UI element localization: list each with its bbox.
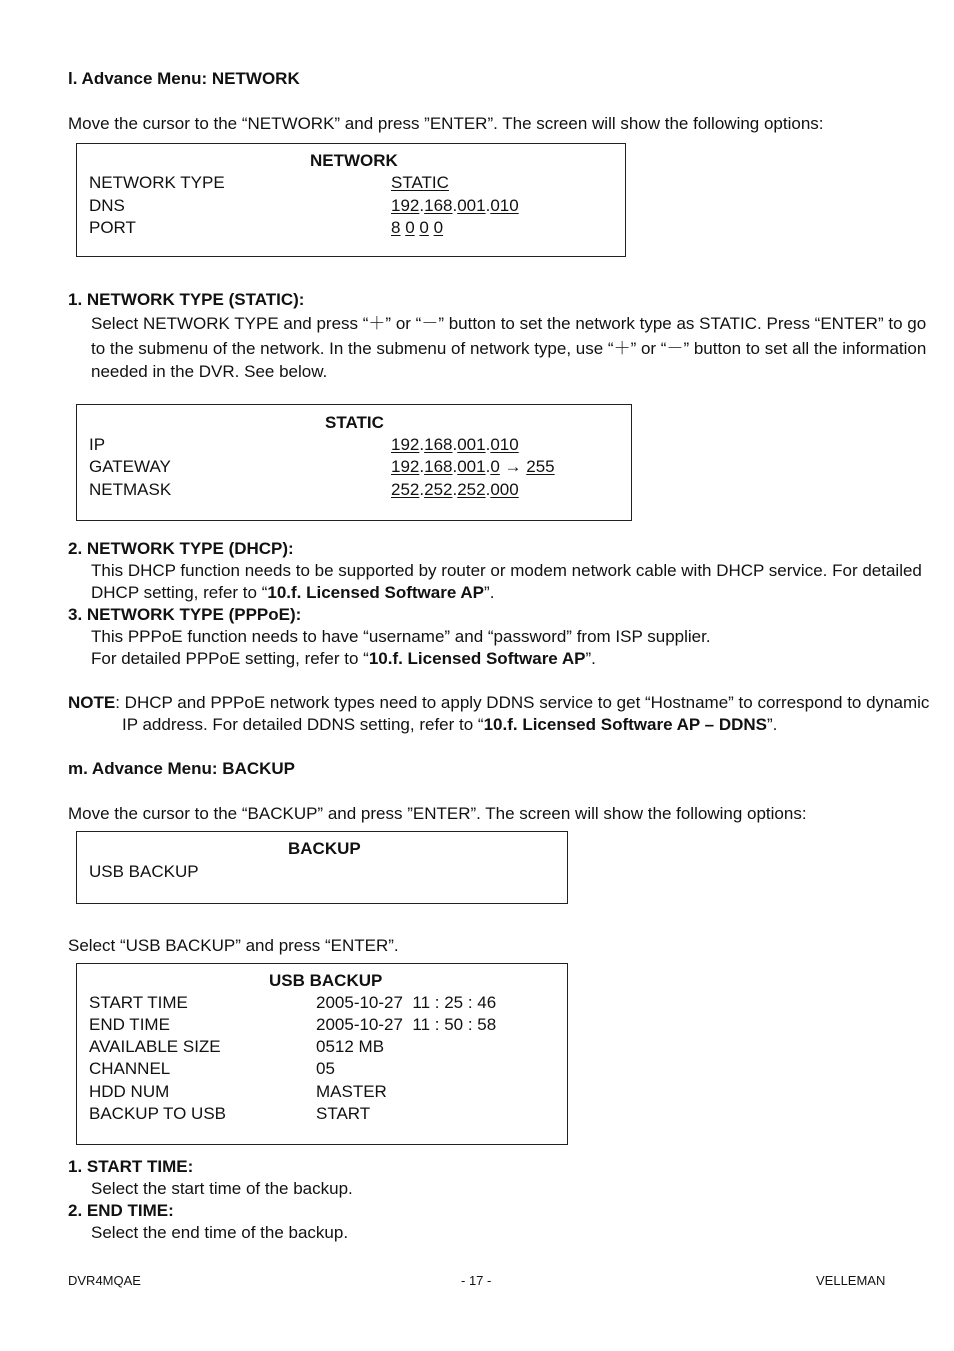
section-intro-network: Move the cursor to the “NETWORK” and press ”ENTER”. The screen will show the following options: <box>68 114 824 133</box>
available-size-value: 0512 MB <box>316 1037 385 1056</box>
network-menu-box <box>76 143 626 257</box>
item-network-type-dhcp-heading: 2. NETWORK TYPE (DHCP): <box>68 539 294 558</box>
section-heading-backup: m. Advance Menu: BACKUP <box>68 759 296 778</box>
note-line1: NOTE: DHCP and PPPoE network types need to apply DDNS service to get “Hostname” to correspond to dynamic <box>68 693 930 712</box>
network-menu-title: NETWORK <box>310 151 398 170</box>
item-start-time-text: Select the start time of the backup. <box>91 1179 353 1198</box>
start-time-label: START TIME <box>89 993 188 1012</box>
item-static-line2: to the submenu of the network. In the submenu of network type, use “＋” or “－” button to set all the information <box>91 339 927 358</box>
ip-value: 192.168.001.010 <box>391 435 519 454</box>
item-end-time-text: Select the end time of the backup. <box>91 1223 349 1242</box>
footer-model: DVR4MQAE <box>68 1273 141 1288</box>
end-time-label: END TIME <box>89 1015 170 1034</box>
channel-label: CHANNEL <box>89 1059 171 1078</box>
ip-label: IP <box>89 435 106 454</box>
hdd-num-label: HDD NUM <box>89 1082 170 1101</box>
usb-backup-menu-title: USB BACKUP <box>269 971 383 990</box>
item-pppoe-line2: For detailed PPPoE setting, refer to “10.f. Licensed Software AP”. <box>91 649 596 668</box>
item-network-type-pppoe-heading: 3. NETWORK TYPE (PPPoE): <box>68 605 302 624</box>
note-line2: IP address. For detailed DDNS setting, refer to “10.f. Licensed Software AP – DDNS”. <box>122 715 778 734</box>
static-menu-box <box>76 404 632 521</box>
hdd-num-value: MASTER <box>316 1082 387 1101</box>
usb-backup-label: USB BACKUP <box>89 862 199 881</box>
backup-to-usb-value: START <box>316 1104 371 1123</box>
footer-page-number: - 17 - <box>461 1273 492 1288</box>
static-menu-title: STATIC <box>325 413 384 432</box>
section-heading-network: l. Advance Menu: NETWORK <box>68 69 300 88</box>
port-value: 8 0 0 0 <box>391 218 444 237</box>
item-network-type-static-heading: 1. NETWORK TYPE (STATIC): <box>68 290 305 309</box>
item-static-line3: needed in the DVR. See below. <box>91 362 328 381</box>
end-time-value: 2005-10-27 11 : 50 : 58 <box>316 1015 497 1034</box>
section-intro-backup: Move the cursor to the “BACKUP” and press ”ENTER”. The screen will show the following options: <box>68 804 807 823</box>
item-end-time-heading: 2. END TIME: <box>68 1201 174 1220</box>
dns-label: DNS <box>89 196 125 215</box>
network-type-value: STATIC <box>391 173 449 192</box>
backup-to-usb-label: BACKUP TO USB <box>89 1104 226 1123</box>
backup-menu-box <box>76 831 568 904</box>
item-start-time-heading: 1. START TIME: <box>68 1157 194 1176</box>
item-pppoe-line1: This PPPoE function needs to have “username” and “password” from ISP supplier. <box>91 627 711 646</box>
footer-brand: VELLEMAN <box>816 1273 886 1288</box>
port-label: PORT <box>89 218 136 237</box>
item-dhcp-line1: This DHCP function needs to be supported by router or modem network cable with DHCP service. For detailed <box>91 561 922 580</box>
gateway-label: GATEWAY <box>89 457 171 476</box>
usb-backup-menu-box <box>76 963 568 1145</box>
network-type-label: NETWORK TYPE <box>89 173 225 192</box>
channel-value: 05 <box>316 1059 335 1078</box>
item-dhcp-line2: DHCP setting, refer to “10.f. Licensed Software AP”. <box>91 583 495 602</box>
start-time-value: 2005-10-27 11 : 25 : 46 <box>316 993 497 1012</box>
dns-value: 192.168.001.010 <box>391 196 519 215</box>
backup-menu-title: BACKUP <box>288 839 361 858</box>
item-static-line1: Select NETWORK TYPE and press “＋” or “－” button to set the network type as STATIC. Press “ENTER” to go <box>91 314 927 333</box>
select-usb-backup-text: Select “USB BACKUP” and press “ENTER”. <box>68 936 399 955</box>
available-size-label: AVAILABLE SIZE <box>89 1037 221 1056</box>
gateway-value: 192.168.001.0 → 255 <box>391 457 555 476</box>
netmask-value: 252.252.252.000 <box>391 480 519 499</box>
netmask-label: NETMASK <box>89 480 172 499</box>
